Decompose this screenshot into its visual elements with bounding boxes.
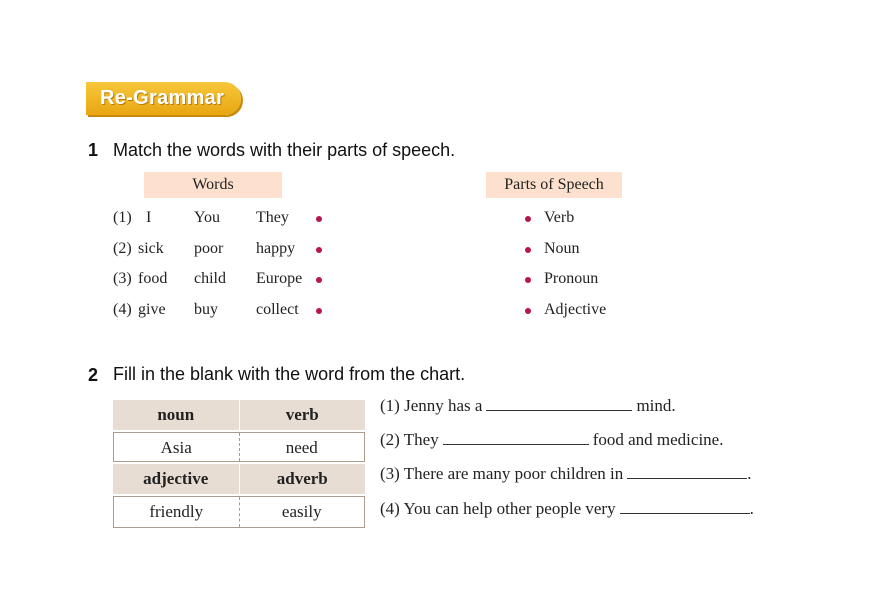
word: child bbox=[194, 270, 226, 287]
word: poor bbox=[194, 240, 224, 257]
parts-of-speech-header: Parts of Speech bbox=[486, 172, 622, 198]
sentence-text: (4) You can help other people very bbox=[380, 499, 616, 518]
chart-header-cell: adverb bbox=[276, 469, 328, 488]
sentence-1 bbox=[380, 396, 676, 416]
word: They bbox=[256, 209, 289, 226]
row-number: (1) bbox=[113, 209, 132, 226]
question-1-instruction: Match the words with their parts of speech. bbox=[113, 140, 456, 160]
match-dot-right[interactable] bbox=[525, 216, 531, 222]
word-chart bbox=[113, 400, 365, 528]
chart-header-row bbox=[113, 400, 365, 430]
word: give bbox=[138, 301, 166, 318]
part-of-speech: Verb bbox=[544, 209, 575, 226]
sentence-2 bbox=[380, 430, 723, 450]
section-badge bbox=[86, 82, 241, 115]
word: buy bbox=[194, 301, 218, 318]
sentence-text: (1) Jenny has a bbox=[380, 396, 483, 415]
word: I bbox=[146, 209, 152, 226]
word: You bbox=[194, 209, 220, 226]
answer-blank[interactable] bbox=[486, 396, 632, 411]
match-dot-right[interactable] bbox=[525, 277, 531, 283]
chart-cell: need bbox=[285, 438, 318, 457]
answer-blank[interactable] bbox=[620, 499, 750, 514]
chart-cell: friendly bbox=[114, 497, 240, 527]
part-of-speech: Adjective bbox=[544, 301, 607, 318]
match-dot-right[interactable] bbox=[525, 308, 531, 314]
match-dot-left[interactable] bbox=[316, 277, 322, 283]
sentence-text: . bbox=[747, 464, 752, 483]
match-dot-right[interactable] bbox=[525, 247, 531, 253]
part-of-speech: Noun bbox=[544, 240, 580, 257]
sentence-text: (3) There are many poor children in bbox=[380, 464, 624, 483]
words-header: Words bbox=[144, 172, 282, 198]
chart-row bbox=[113, 432, 365, 462]
chart-header-cell: verb bbox=[285, 405, 319, 424]
word: Europe bbox=[256, 270, 303, 287]
match-dot-left[interactable] bbox=[316, 308, 322, 314]
part-of-speech: Pronoun bbox=[544, 270, 599, 287]
chart-cell: easily bbox=[281, 502, 322, 521]
row-number: (3) bbox=[113, 270, 132, 287]
sentence-text: food and medicine. bbox=[592, 430, 724, 449]
row-number: (4) bbox=[113, 301, 132, 318]
row-number: (2) bbox=[113, 240, 132, 257]
sentence-text: . bbox=[749, 499, 754, 518]
sentence-text: mind. bbox=[636, 396, 676, 415]
sentence-4 bbox=[380, 499, 754, 519]
chart-cell: Asia bbox=[114, 433, 240, 461]
word: happy bbox=[256, 240, 296, 257]
word: collect bbox=[256, 301, 299, 318]
chart-header-cell: adjective bbox=[113, 464, 240, 494]
section-badge-label: Re-Grammar bbox=[100, 87, 225, 109]
match-dot-left[interactable] bbox=[316, 216, 322, 222]
chart-header-cell: noun bbox=[113, 400, 240, 430]
question-2-instruction: Fill in the blank with the word from the chart. bbox=[113, 364, 466, 384]
answer-blank[interactable] bbox=[627, 464, 747, 479]
answer-blank[interactable] bbox=[443, 430, 589, 445]
chart-header-row bbox=[113, 464, 365, 494]
sentence-text: (2) They bbox=[380, 430, 439, 449]
question-2-number: 2 bbox=[88, 365, 99, 385]
word: food bbox=[138, 270, 168, 287]
match-dot-left[interactable] bbox=[316, 247, 322, 253]
chart-row bbox=[113, 496, 365, 528]
word: sick bbox=[138, 240, 164, 257]
sentence-3 bbox=[380, 464, 752, 484]
question-1-number: 1 bbox=[88, 140, 99, 160]
